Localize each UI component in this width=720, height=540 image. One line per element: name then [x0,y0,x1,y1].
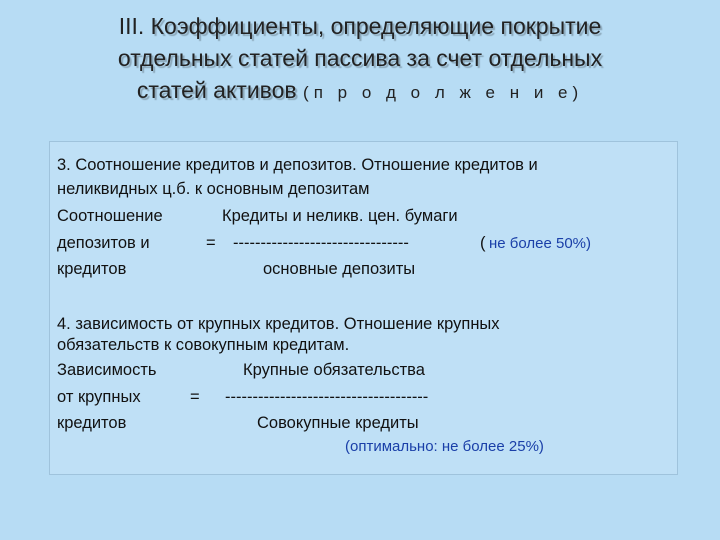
section3-intro-line2: неликвидных ц.б. к основным депозитам [57,180,370,198]
title-continuation: (п р о д о л ж е н и е) [303,83,584,102]
section4-equals: = [190,388,200,406]
title-numeral: III. [118,13,145,39]
section4-intro-line1: 4. зависимость от крупных кредитов. Отношение крупных [57,315,500,333]
section4-formula-label-3: кредитов [57,414,127,432]
section3-note: не более 50%) [489,235,592,252]
section3-formula-label-1: Соотношение [57,207,163,225]
section4-intro-line2: обязательств к совокупным кредитам. [57,336,350,354]
section3-equals: = [206,234,216,252]
section4-fraction-bar: ------------------------------------- [225,388,429,406]
section4-numerator: Крупные обязательства [243,361,425,379]
slide-title [20,10,700,109]
title-line-2: отдельных статей пассива за счет отдельных [117,45,603,71]
section4-denominator: Совокупные кредиты [257,414,419,432]
title-line-3: статей активов [136,77,297,103]
section3-denominator: основные депозиты [263,260,416,278]
section3-formula-label-3: кредитов [57,260,127,278]
section4-formula-label-2: от крупных [57,388,141,406]
section3-numerator: Кредиты и неликв. цен. бумаги [222,207,458,225]
title-line-1: Коэффициенты, определяющие покрытие [150,13,602,39]
section3-intro-line1: 3. Соотношение кредитов и депозитов. Отношение кредитов и [57,156,538,174]
section3-fraction-bar: -------------------------------- [233,234,409,252]
section4-formula-label-1: Зависимость [57,361,157,379]
section3-note-open: ( [480,234,486,252]
section3-formula-label-2: депозитов и [57,234,150,252]
section4-note: (оптимально: не более 25%) [345,438,544,455]
